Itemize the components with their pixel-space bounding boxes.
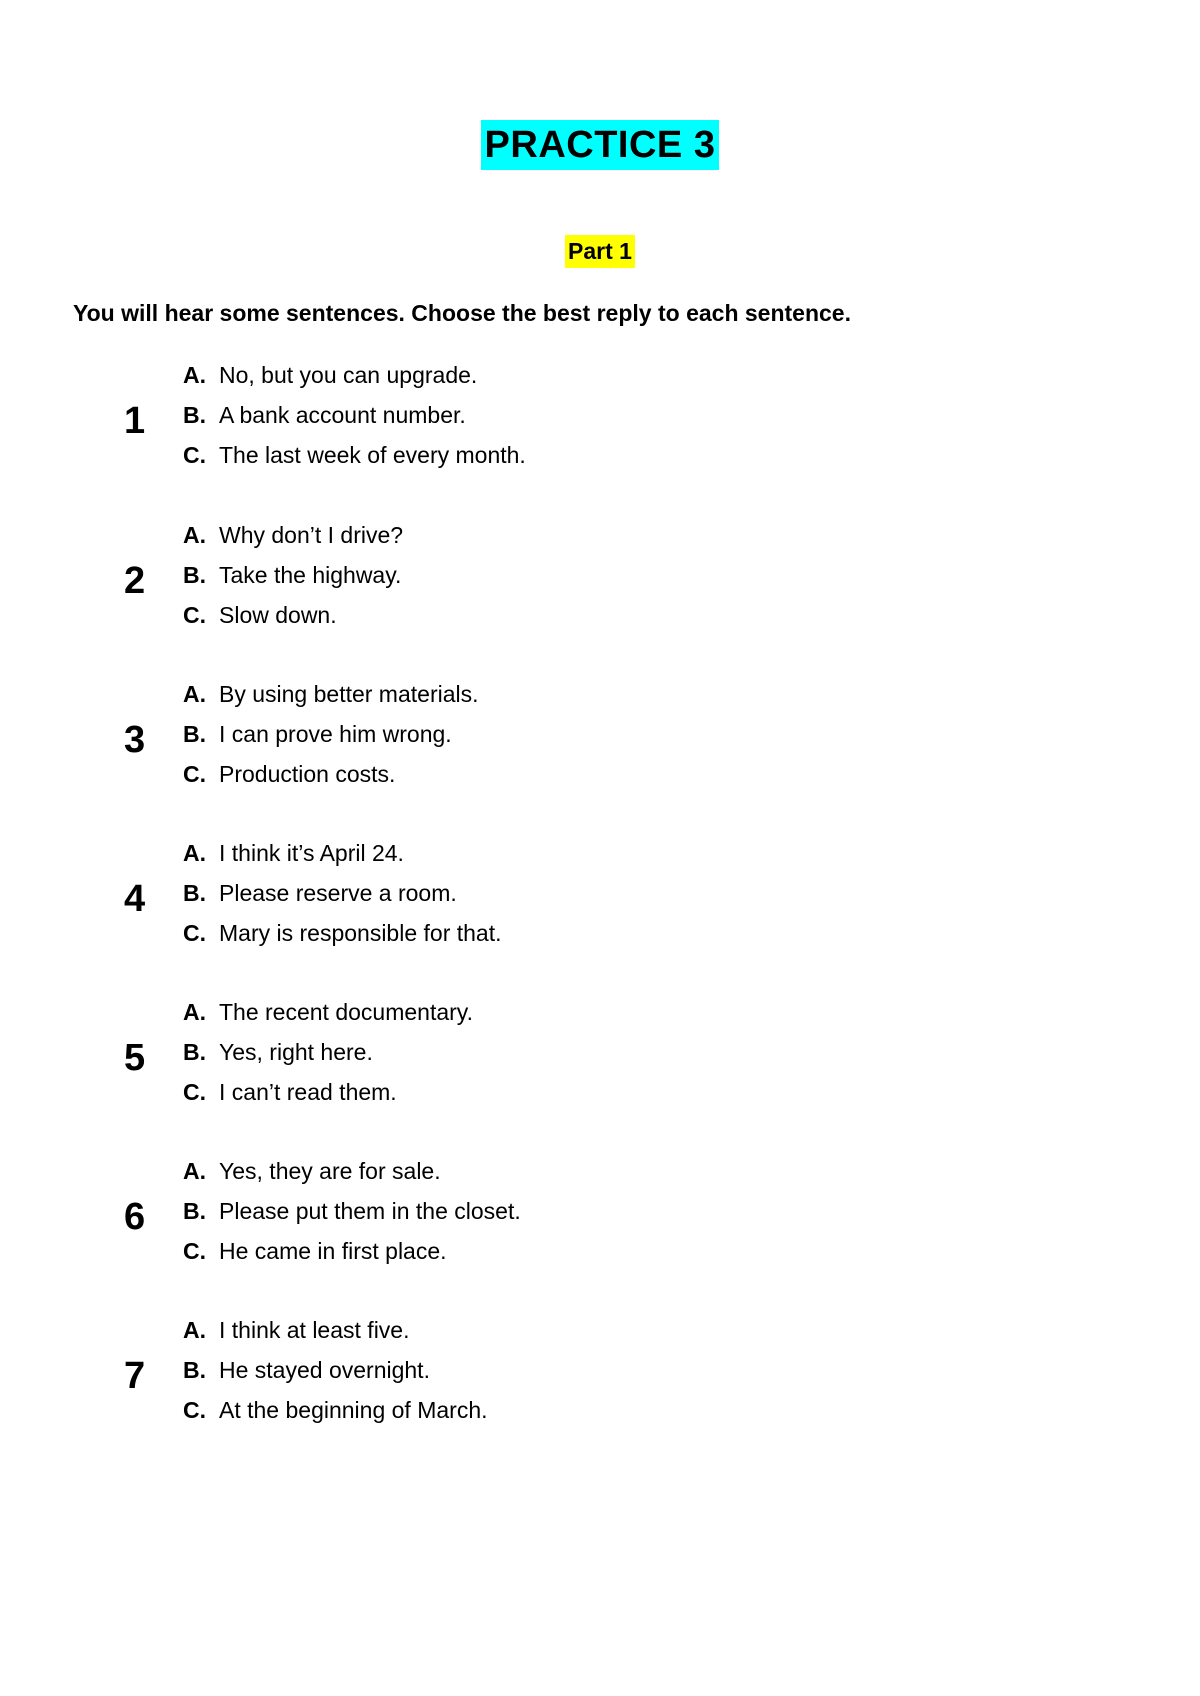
- option-b: [183, 562, 401, 590]
- option-c: [183, 1079, 397, 1107]
- question-number: 3: [124, 719, 146, 761]
- option-text: Please reserve a room.: [219, 880, 457, 906]
- option-letter: B.: [183, 1039, 206, 1065]
- question-number: 7: [124, 1355, 146, 1397]
- option-letter: A.: [183, 840, 206, 866]
- option-b: [183, 721, 452, 749]
- question-5: [0, 999, 1200, 1119]
- question-number: 4: [124, 878, 146, 920]
- page-title-container: [0, 120, 1200, 170]
- option-a: [183, 522, 403, 550]
- option-text: I can’t read them.: [219, 1079, 397, 1105]
- part-label-container: [0, 235, 1200, 268]
- option-text: Production costs.: [219, 761, 396, 787]
- option-text: Yes, right here.: [219, 1039, 373, 1065]
- option-c: [183, 1238, 447, 1266]
- question-4: [0, 840, 1200, 960]
- option-text: Please put them in the closet.: [219, 1198, 521, 1224]
- page-title: PRACTICE 3: [481, 120, 720, 170]
- option-letter: C.: [183, 761, 206, 787]
- option-text: Mary is responsible for that.: [219, 920, 502, 946]
- question-2: [0, 522, 1200, 642]
- option-b: [183, 402, 466, 430]
- option-letter: C.: [183, 1079, 206, 1105]
- option-text: He stayed overnight.: [219, 1357, 430, 1383]
- option-b: [183, 1198, 521, 1226]
- option-a: [183, 999, 473, 1027]
- question-1: [0, 362, 1200, 482]
- option-text: Yes, they are for sale.: [219, 1158, 441, 1184]
- option-c: [183, 761, 395, 789]
- question-number: 2: [124, 560, 146, 602]
- question-number: 1: [124, 400, 146, 442]
- option-c: [183, 442, 526, 470]
- option-a: [183, 1158, 441, 1186]
- option-b: [183, 1357, 430, 1385]
- option-a: [183, 362, 477, 390]
- option-text: I think it’s April 24.: [219, 840, 404, 866]
- option-letter: A.: [183, 362, 206, 388]
- option-letter: C.: [183, 602, 206, 628]
- option-text: Take the highway.: [219, 562, 402, 588]
- option-letter: C.: [183, 1397, 206, 1423]
- option-letter: C.: [183, 920, 206, 946]
- option-text: No, but you can upgrade.: [219, 362, 478, 388]
- option-letter: C.: [183, 442, 206, 468]
- option-text: I think at least five.: [219, 1317, 410, 1343]
- option-text: I can prove him wrong.: [219, 721, 452, 747]
- option-letter: C.: [183, 1238, 206, 1264]
- question-6: [0, 1158, 1200, 1278]
- option-text: Slow down.: [219, 602, 337, 628]
- option-text: The last week of every month.: [219, 442, 526, 468]
- option-letter: B.: [183, 721, 206, 747]
- option-text: The recent documentary.: [219, 999, 473, 1025]
- option-letter: B.: [183, 880, 206, 906]
- option-a: [183, 681, 479, 709]
- option-letter: A.: [183, 1317, 206, 1343]
- option-text: At the beginning of March.: [219, 1397, 488, 1423]
- option-letter: B.: [183, 1357, 206, 1383]
- part-label: Part 1: [565, 235, 635, 268]
- option-letter: A.: [183, 522, 206, 548]
- option-letter: A.: [183, 999, 206, 1025]
- option-letter: A.: [183, 681, 206, 707]
- option-text: Why don’t I drive?: [219, 522, 404, 548]
- option-letter: B.: [183, 402, 206, 428]
- option-text: He came in first place.: [219, 1238, 447, 1264]
- question-3: [0, 681, 1200, 801]
- option-text: By using better materials.: [219, 681, 479, 707]
- option-c: [183, 1397, 488, 1425]
- option-b: [183, 1039, 373, 1067]
- instructions: You will hear some sentences. Choose the best reply to each sentence.: [73, 300, 851, 326]
- question-number: 5: [124, 1037, 146, 1079]
- option-c: [183, 920, 502, 948]
- option-letter: A.: [183, 1158, 206, 1184]
- question-number: 6: [124, 1196, 146, 1238]
- option-text: A bank account number.: [219, 402, 466, 428]
- option-a: [183, 1317, 409, 1345]
- option-a: [183, 840, 404, 868]
- option-c: [183, 602, 337, 630]
- option-b: [183, 880, 457, 908]
- option-letter: B.: [183, 562, 206, 588]
- option-letter: B.: [183, 1198, 206, 1224]
- question-7: [0, 1317, 1200, 1437]
